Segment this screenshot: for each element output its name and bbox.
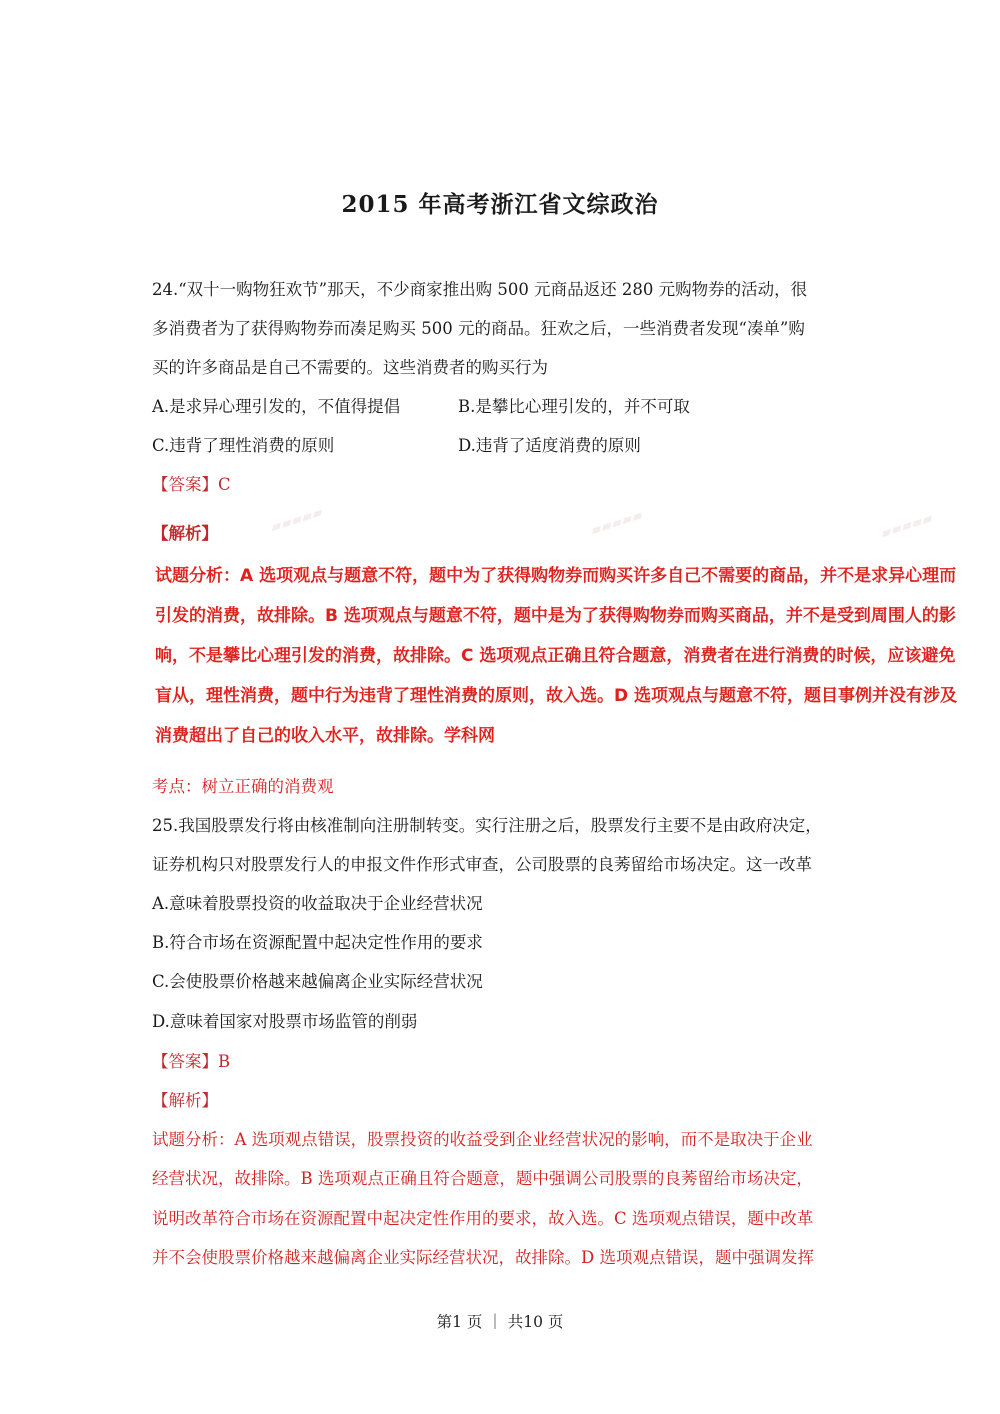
q24-option-b: B.是攀比心理引发的，并不可取 (458, 397, 690, 416)
q25-option-a: A.意味着股票投资的收益取决于企业经营状况 (152, 894, 483, 913)
q25-option-b: B.符合市场在资源配置中起决定性作用的要求 (152, 933, 483, 952)
q24-analysis-line-5: 消费超出了自己的收入水平，故排除。学科网 (155, 726, 495, 746)
q24-analysis-line-4: 盲从，理性消费，题中行为违背了理性消费的原则，故入选。D 选项观点与题意不符，题目事例并没有涉及 (155, 686, 958, 706)
q24-analysis-line-2: 引发的消费，故排除。B 选项观点与题意不符，题中是为了获得购物券而购买商品，并不是受到周围人的影 (155, 606, 956, 626)
page-footer: 第1 页 ｜ 共10 页 (436, 1313, 564, 1331)
q25-answer (152, 1048, 230, 1072)
q24-kaodian: 考点：树立正确的消费观 (152, 777, 334, 796)
watermark: ▰▰▰▰▰ (268, 504, 325, 536)
q24-option-a: A.是求异心理引发的，不值得提倡 (152, 397, 401, 416)
page-title: 2015 年高考浙江省文综政治 (341, 191, 659, 218)
q25-analysis-label: 【解析】 (152, 1091, 218, 1110)
q25-stem-line-2: 证券机构只对股票发行人的申报文件作形式审查，公司股票的良莠留给市场决定。这一改革 (152, 855, 812, 874)
q24-stem-line-1: 24.“双十一购物狂欢节”那天，不少商家推出购 500 元商品返还 280 元购物券的活动，很 (152, 280, 808, 299)
q24-option-d: D.违背了适度消费的原则 (458, 436, 641, 455)
q25-analysis-line-1: 试题分析：A 选项观点错误，股票投资的收益受到企业经营状况的影响，而不是取决于企业 (152, 1130, 813, 1149)
q24-analysis-line-1: 试题分析：A 选项观点与题意不符，题中为了获得购物券而购买许多自己不需要的商品，并不是求异心理而 (155, 566, 957, 586)
q25-option-c: C.会使股票价格越来越偏离企业实际经营状况 (152, 972, 483, 991)
q24-analysis-line-3: 响，不是攀比心理引发的消费，故排除。C 选项观点正确且符合题意，消费者在进行消费的时候，应该避免 (155, 646, 956, 666)
q24-stem-line-3: 买的许多商品是自己不需要的。这些消费者的购买行为 (152, 358, 548, 377)
q24-stem-line-2: 多消费者为了获得购物券而凑足购买 500 元的商品。狂欢之后，一些消费者发现“凑单”购 (152, 319, 805, 338)
q25-stem-line-1: 25.我国股票发行将由核准制向注册制转变。实行注册之后，股票发行主要不是由政府决定， (152, 816, 822, 835)
q24-option-c: C.违背了理性消费的原则 (152, 436, 335, 455)
q24-answer-label: 【答案】 (152, 475, 218, 494)
q24-answer (152, 471, 231, 495)
q25-option-d: D.意味着国家对股票市场监管的削弱 (152, 1012, 418, 1031)
q24-options-row-1 (152, 393, 852, 417)
q25-analysis-line-3: 说明改革符合市场在资源配置中起决定性作用的要求，故入选。C 选项观点错误，题中改革 (152, 1209, 814, 1228)
q25-analysis-line-2: 经营状况，故排除。B 选项观点正确且符合题意，题中强调公司股票的良莠留给市场决定， (152, 1169, 813, 1188)
q24-analysis-label: 【解析】 (152, 524, 218, 543)
q24-answer-value: C (218, 475, 231, 494)
watermark: ▰▰▰▰▰ (878, 510, 935, 542)
q24-options-row-2 (152, 432, 852, 456)
q25-answer-value: B (218, 1052, 231, 1071)
q25-answer-label: 【答案】 (152, 1052, 218, 1071)
watermark: ▰▰▰▰▰ (588, 507, 645, 539)
q25-analysis-line-4: 并不会使股票价格越来越偏离企业实际经营状况，故排除。D 选项观点错误，题中强调发挥 (152, 1248, 814, 1267)
